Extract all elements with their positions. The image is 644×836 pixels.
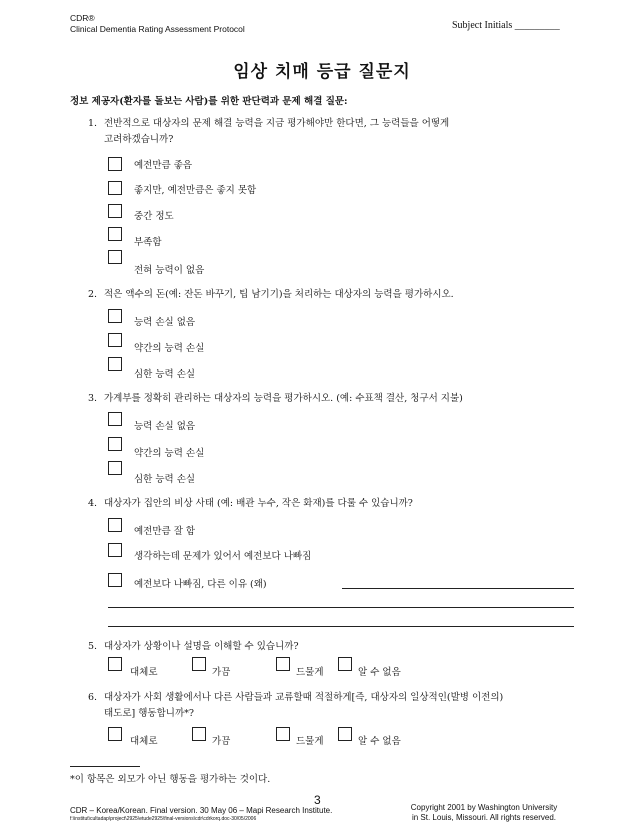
question-text — [104, 639, 299, 655]
header-left — [70, 13, 245, 35]
checkbox[interactable] — [338, 727, 352, 741]
question-number: 5. — [88, 641, 98, 652]
option-label: 대체로 — [130, 667, 158, 678]
question-text — [104, 116, 449, 148]
checkbox[interactable] — [108, 518, 122, 532]
option-label: 가끔 — [212, 667, 231, 678]
checkbox[interactable] — [192, 727, 206, 741]
page-number: 3 — [314, 793, 321, 807]
question-number: 1. — [88, 118, 98, 129]
question-text-line: 적은 액수의 돈(예: 잔돈 바꾸기, 팁 남기기)을 처리하는 대상자의 능력을 평가하시오. — [104, 289, 454, 300]
footer-right — [398, 803, 570, 823]
footnote: *이 항목은 외모가 아닌 행동을 평가하는 것이다. — [70, 774, 271, 785]
question-text-line: 태도로] 행동합니까*? — [104, 708, 194, 719]
question-number: 4. — [88, 498, 98, 509]
option-label: 드물게 — [296, 667, 324, 678]
checkbox[interactable] — [108, 461, 122, 475]
option-label: 심한 능력 손실 — [134, 369, 196, 380]
footer-path: f:\institut\cultadap\project\2925\etude2925\final-versions\cdr\cdrkorq.doc-30/05/2006 — [70, 816, 257, 822]
checkbox[interactable] — [108, 204, 122, 218]
option-label: 심한 능력 손실 — [134, 474, 196, 485]
checkbox[interactable] — [108, 412, 122, 426]
page-title: 임상 치매 등급 질문지 — [233, 62, 411, 82]
checkbox[interactable] — [108, 333, 122, 347]
question-text — [104, 391, 463, 407]
checkbox[interactable] — [108, 543, 122, 557]
option-label: 중간 정도 — [134, 211, 174, 222]
option-label: 예전보다 나빠짐, 다른 이유 (왜) — [134, 579, 267, 590]
checkbox[interactable] — [338, 657, 352, 671]
question-text-line: 대상자가 사회 생활에서나 다른 사람들과 교류할때 적절하게[즉, 대상자의 일상적인(발병 이전의) — [104, 692, 504, 703]
checkbox[interactable] — [108, 309, 122, 323]
option-label: 예전만큼 좋음 — [134, 160, 193, 171]
checkbox[interactable] — [108, 657, 122, 671]
option-label: 약간의 능력 손실 — [134, 343, 205, 354]
protocol-label: Clinical Dementia Rating Assessment Protocol — [70, 24, 245, 34]
checkbox[interactable] — [108, 437, 122, 451]
question-text-line: 고려하겠습니까? — [104, 134, 174, 145]
checkbox[interactable] — [192, 657, 206, 671]
footer-copyright: Copyright 2001 by Washington University — [410, 803, 558, 812]
reason-write-line[interactable] — [342, 588, 574, 589]
question-text — [104, 287, 454, 303]
question-text-line: 대상자가 상황이나 설명을 이해할 수 있습니까? — [104, 641, 299, 652]
checkbox[interactable] — [108, 157, 122, 171]
question-text-line: 전반적으로 대상자의 문제 해결 능력을 지금 평가해야만 한다면, 그 능력들을 어떻게 — [104, 118, 450, 129]
option-label: 가끔 — [212, 736, 231, 747]
question-number: 3. — [88, 393, 98, 404]
option-label: 능력 손실 없음 — [134, 317, 196, 328]
checkbox[interactable] — [276, 657, 290, 671]
checkbox[interactable] — [276, 727, 290, 741]
option-label: 좋지만, 예전만큼은 좋지 못함 — [134, 185, 257, 196]
footer-left — [70, 806, 332, 823]
section-heading: 정보 제공자(환자를 돌보는 사람)를 위한 판단력과 문제 해결 질문: — [70, 96, 348, 107]
reason-write-line[interactable] — [108, 607, 574, 608]
footnote-separator — [70, 766, 140, 767]
footer-rights: in St. Louis, Missouri. All rights reserved. — [411, 813, 557, 822]
footer-version: CDR – Korea/Korean. Final version. 30 May 06 – Mapi Research Institute. — [70, 806, 333, 815]
option-label: 생각하는데 문제가 있어서 예전보다 나빠짐 — [134, 551, 312, 562]
question-text — [104, 690, 503, 722]
reason-write-line[interactable] — [108, 626, 574, 627]
option-label: 알 수 없음 — [358, 667, 401, 678]
option-label: 예전만큼 잘 함 — [134, 526, 196, 537]
option-label: 대체로 — [130, 736, 158, 747]
subject-initials: Subject Initials _________ — [452, 20, 560, 31]
option-label: 약간의 능력 손실 — [134, 448, 205, 459]
checkbox[interactable] — [108, 227, 122, 241]
question-text — [104, 496, 413, 512]
checkbox[interactable] — [108, 357, 122, 371]
checkbox[interactable] — [108, 573, 122, 587]
question-text-line: 가계부를 정확히 관리하는 대상자의 능력을 평가하시오. (예: 수표책 결산, 청구서 지불) — [104, 393, 463, 404]
checkbox[interactable] — [108, 250, 122, 264]
question-number: 2. — [88, 289, 98, 300]
option-label: 능력 손실 없음 — [134, 421, 196, 432]
checkbox[interactable] — [108, 181, 122, 195]
option-label: 부족함 — [134, 237, 162, 248]
option-label: 드물게 — [296, 736, 324, 747]
cdr-label: CDR® — [70, 13, 95, 23]
question-number: 6. — [88, 692, 98, 703]
option-label: 전혀 능력이 없음 — [134, 265, 205, 276]
option-label: 알 수 없음 — [358, 736, 401, 747]
question-text-line: 대상자가 집안의 비상 사태 (예: 배관 누수, 작은 화재)를 다룰 수 있습니까? — [104, 498, 413, 509]
checkbox[interactable] — [108, 727, 122, 741]
